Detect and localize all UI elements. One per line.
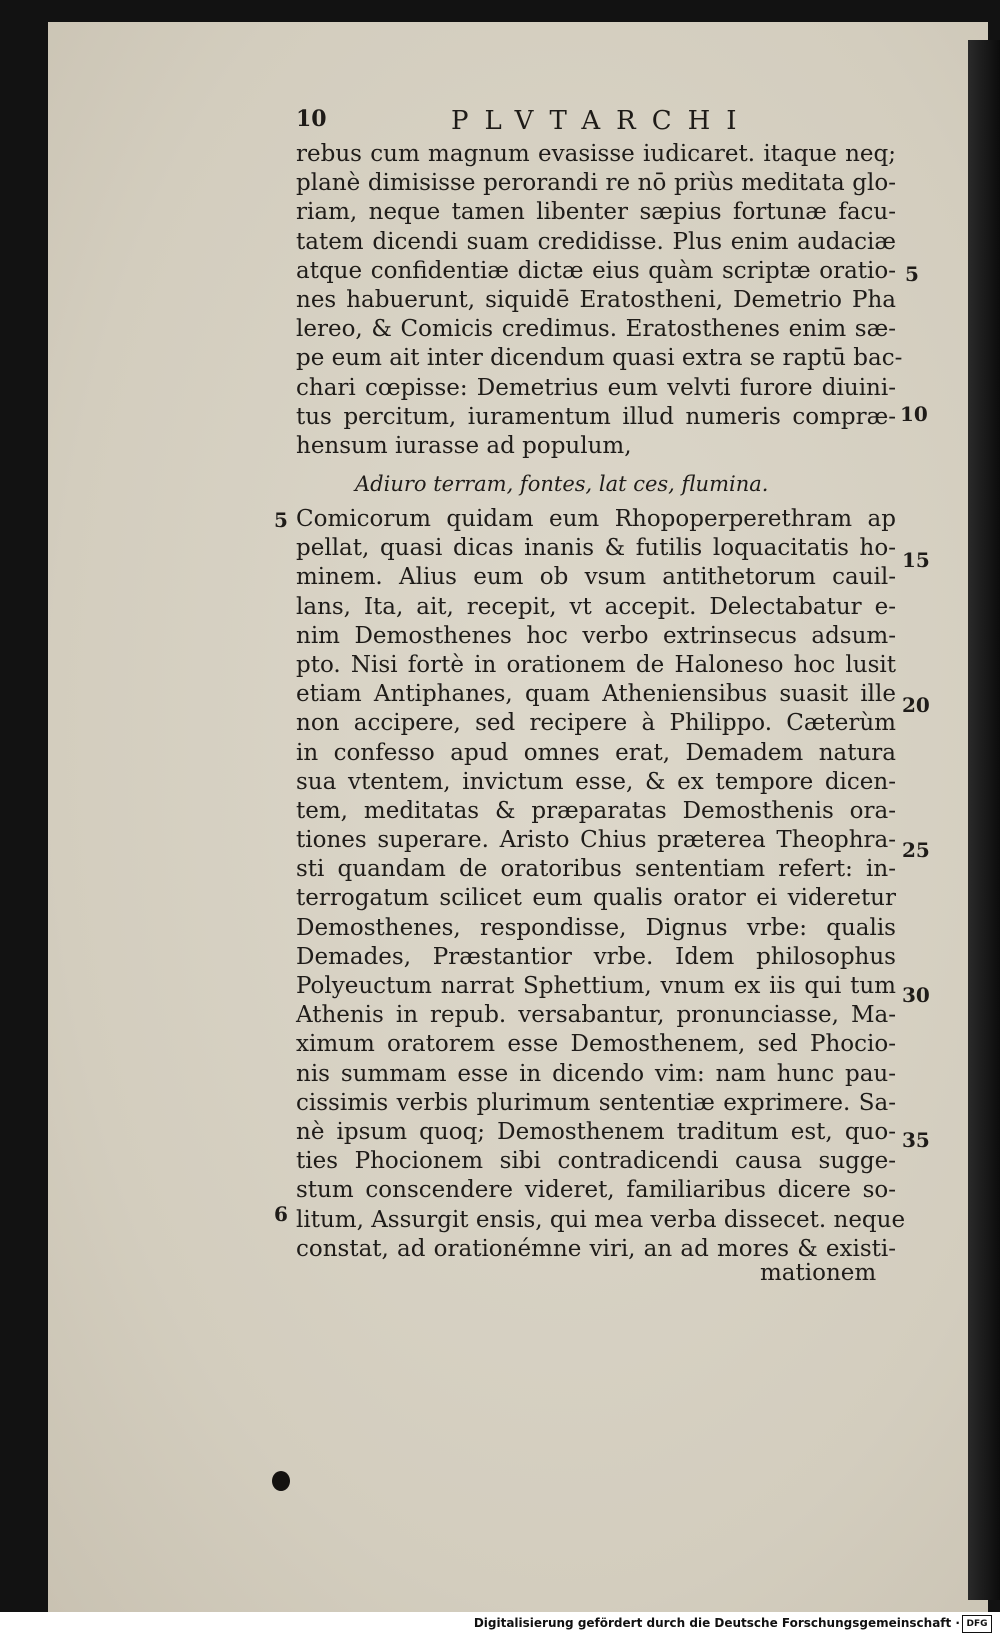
text-line: tem, meditatas & præparatas Demosthenis ora- [296,797,896,824]
margin-line-number: 15 [902,548,930,572]
text-line: planè dimisisse perorandi re nō priùs meditata glo- [296,170,896,197]
running-head [296,106,756,136]
text-line: nè ipsum quoq; Demosthenem traditum est, quo- [296,1118,896,1145]
margin-note-number: 6 [274,1202,288,1226]
text-line: tatem dicendi suam credidisse. Plus enim audaciæ [296,228,896,255]
text-block-main [296,505,906,1264]
text-line: non accipere, sed recipere à Philippo. Cæterùm [296,710,896,737]
text-line: stum conscendere videret, familiaribus dicere so- [296,1177,896,1204]
text-block-top [296,140,903,461]
text-line: riam, neque tamen libenter sæpius fortunæ facu- [296,199,896,226]
margin-line-number: 25 [902,838,930,862]
text-line: pto. Nisi fortè in orationem de Halonesо hoc lusit [296,651,896,678]
page-edge-shadow [968,40,1000,1600]
text-line: Demosthenes, respondisse, Dignus vrbe: qualis [296,914,896,941]
text-line: etiam Antiphanes, quam Atheniensibus suasit ille [296,681,896,708]
ink-blot [272,1471,290,1491]
text-line: hensum iurasse ad populum, [296,432,632,459]
dfg-logo: DFG [962,1615,992,1633]
text-line: chari cœpisse: Demetrius eum velvti furore diuini- [296,374,896,401]
margin-line-number: 5 [905,262,919,286]
text-line: in confesso apud omnes erat, Demadem natura [296,739,896,766]
text-line: lans, Ita, ait, recepit, vt accepit. Delectabatur e- [296,593,896,620]
text-line: pellat, quasi dicas inanis & futilis loquacitatis ho- [296,535,896,562]
text-line: Comicorum quidam eum Rhopoperperethram ap [296,506,896,532]
margin-line-number: 20 [902,693,930,717]
margin-line-number: 35 [902,1128,930,1152]
text-line: ximum oratorem esse Demosthenem, sed Phocio- [296,1031,896,1058]
text-line: Polyeuctum narrat Sphettium, vnum ex iis qui tum [296,973,896,999]
text-line: tiones superare. Aristo Chius præterea Theophra- [296,827,896,854]
page-folio: 10 [296,106,327,132]
margin-line-number: 10 [900,402,928,426]
text-line: nes habuerunt, siquidē Eratostheni, Demetrio Pha [296,286,896,313]
text-line: litum, Assurgit ensis, qui mea verba dissecet. neque [296,1206,906,1233]
margin-note-number: 5 [274,508,288,532]
text-line: sua vtentem, invictum esse, & ex tempore dicen- [296,768,896,795]
text-line: constat, ad orationémne viri, an ad mores & existi- [296,1235,896,1262]
running-title: PLVTARCHI [451,106,753,136]
text-line: minem. Alius eum ob vsum antithetorum cauil- [296,564,896,591]
text-line: nim Demosthenes hoc verbo extrinsecus adsum- [296,622,896,649]
verse-quotation: Adiuro terram, fontes, lat ces, flumina. [355,472,769,496]
text-line: cissimis verbis plurimum sententiæ exprimere. Sa- [296,1089,896,1116]
margin-line-number: 30 [902,983,930,1007]
text-line: atque confidentiæ dictæ eius quàm scriptæ oratio- [296,257,896,284]
text-line: ties Phocionem sibi contradicendi causa sugge- [296,1148,896,1175]
catchword: mationem [760,1260,877,1286]
text-line: sti quandam de oratoribus sententiam refert: in- [296,856,896,883]
text-line: lereo, & Comicis credimus. Eratosthenes enim sæ- [296,316,896,343]
text-line: terrogatum scilicet eum qualis orator ei videretur [296,885,896,912]
text-line: Demades, Præstantior vrbe. Idem philosophus [296,943,896,970]
text-line: tus percitum, iuramentum illud numeris compræ- [296,403,896,430]
digitization-footer [0,1612,1000,1637]
footer-credit: Digitalisierung gefördert durch die Deutsche Forschungsgemeinschaft · [473,1616,960,1630]
text-line: nis summam esse in dicendo vim: nam hunc pau- [296,1060,896,1087]
text-line: Athenis in repub. versabantur, pronunciasse, Ma- [296,1002,896,1029]
text-line: pe eum ait inter dicendum quasi extra se raptū bac- [296,345,903,372]
text-line: rebus cum magnum evasisse iudicaret. itaque neq; [296,141,896,167]
